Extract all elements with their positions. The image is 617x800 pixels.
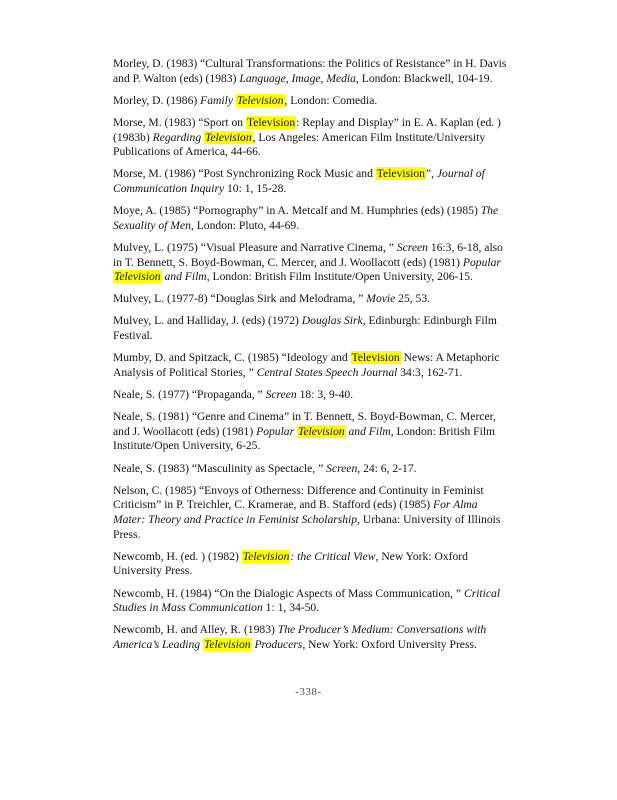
- text-segment: 25, 53.: [395, 292, 431, 306]
- text-segment: Popular: [256, 424, 298, 438]
- text-segment: Popular: [462, 255, 501, 269]
- text-segment: : Replay and Display” in E. A. Kaplan (ed. ): [296, 115, 501, 129]
- text-segment: and Film: [161, 270, 207, 284]
- text-segment: Newcomb, H. and Alley, R. (1983): [113, 623, 278, 637]
- text-segment: , New York: Oxford: [375, 549, 468, 563]
- text-segment: , Los Angeles: American Film Institute/University: [252, 130, 486, 144]
- text-segment: and Film: [345, 424, 391, 438]
- text-segment: Nelson, C. (1985) “Envoys of Otherness: Difference and Continuity in Feminist: [113, 483, 484, 497]
- highlighted-term: Television: [298, 424, 345, 438]
- text-segment: Central States Speech Journal: [256, 365, 398, 379]
- text-segment: , New York: Oxford University Press.: [302, 637, 477, 651]
- highlighted-term: Television: [247, 115, 296, 129]
- text-segment: Festival.: [113, 329, 153, 343]
- text-segment: Mulvey, L. (1975) “Visual Pleasure and Narrative Cinema, ”: [113, 240, 397, 254]
- highlighted-term: Television: [205, 130, 252, 144]
- text-segment: America’s Leading: [113, 637, 203, 651]
- text-segment: Screen: [326, 461, 358, 475]
- text-segment: , Urbana: University of Illinois: [357, 512, 501, 526]
- text-segment: in T. Bennett, S. Boyd-Bowman, C. Mercer, and J. Woollacott (eds) (1981): [113, 255, 463, 269]
- text-segment: Screen: [265, 388, 297, 402]
- reference-entry: [113, 388, 531, 403]
- text-segment: 16:3, 6-18, also: [427, 240, 503, 254]
- reference-list: [113, 57, 531, 660]
- text-segment: Moye, A. (1985) “Pornography” in A. Metcalf and M. Humphries (eds) (1985): [113, 204, 481, 218]
- text-segment: , London: Comedia.: [284, 93, 378, 107]
- text-segment: ”,: [425, 167, 437, 181]
- text-segment: , 24: 6, 2-17.: [357, 461, 417, 475]
- reference-entry: [113, 587, 531, 616]
- reference-entry: [113, 550, 531, 579]
- text-segment: Family: [200, 93, 236, 107]
- text-segment: Screen: [396, 240, 428, 254]
- text-segment: Communication Inquiry: [113, 181, 225, 195]
- text-segment: , Edinburgh: Edinburgh Film: [362, 314, 497, 328]
- reference-entry: [113, 204, 531, 233]
- text-segment: Douglas Sirk: [301, 314, 363, 328]
- text-segment: , London: British Film: [390, 424, 496, 438]
- reference-entry: [113, 116, 531, 160]
- text-segment: (1983b): [113, 130, 153, 144]
- highlighted-term: Television: [351, 351, 400, 365]
- reference-entry: [113, 623, 531, 652]
- text-segment: Journal of: [436, 167, 485, 181]
- text-segment: Mater: Theory and Practice in Feminist Scholarship: [113, 512, 358, 526]
- text-segment: Morley, D. (1983) “Cultural Transformations: the Politics of Resistance” in H. Davis: [113, 57, 507, 70]
- reference-entry: [113, 57, 531, 86]
- text-segment: , London: Pluto, 44-69.: [190, 218, 300, 232]
- text-segment: Language, Image, Media: [239, 71, 356, 85]
- text-segment: Newcomb, H. (ed. ) (1982): [113, 549, 242, 563]
- highlighted-term: Television: [203, 637, 251, 651]
- text-segment: The Producer’s Medium: Conversations with: [277, 623, 487, 637]
- text-segment: 34:3, 162-71.: [397, 365, 463, 379]
- text-segment: Mulvey, L. and Halliday, J. (eds) (1972): [113, 314, 302, 328]
- text-segment: , London: Blackwell, 104-19.: [355, 71, 493, 85]
- reference-entry: [113, 292, 531, 307]
- text-segment: Neale, S. (1983) “Masculinity as Spectacle, ”: [113, 461, 327, 475]
- text-segment: Criticism” in P. Treichler, C. Kramerae, and B. Stafford (eds) (1985): [113, 498, 434, 512]
- text-segment: The: [480, 204, 499, 218]
- reference-entry: [113, 314, 531, 343]
- text-segment: Critical: [463, 586, 501, 600]
- text-segment: Morley, D. (1986): [113, 93, 201, 107]
- text-segment: Publications of America, 44-66.: [113, 145, 261, 159]
- text-segment: Movie: [366, 292, 396, 306]
- text-segment: Morse, M. (1986) “Post Synchronizing Rock Music and: [113, 167, 376, 181]
- text-segment: Regarding: [152, 130, 205, 144]
- text-segment: Press.: [113, 527, 141, 541]
- reference-entry: [113, 241, 531, 285]
- text-segment: Studies in Mass Communication: [113, 601, 263, 615]
- text-segment: 18: 3, 9-40.: [296, 388, 354, 402]
- text-segment: Newcomb, H. (1984) “On the Dialogic Aspects of Mass Communication, ”: [113, 586, 464, 600]
- text-segment: and J. Woollacott (eds) (1981): [113, 424, 257, 438]
- text-segment: : the Critical View: [290, 549, 376, 563]
- text-segment: Neale, S. (1981) “Genre and Cinema” in T. Bennett, S. Boyd-Bowman, C. Mercer,: [113, 410, 496, 424]
- text-segment: , London: British Film Institute/Open University, 206-15.: [206, 270, 473, 284]
- text-segment: Mulvey, L. (1977-8) “Douglas Sirk and Melodrama, ”: [113, 292, 367, 306]
- text-segment: Analysis of Political Stories, ”: [113, 365, 257, 379]
- highlighted-term: Television: [114, 270, 161, 284]
- text-segment: News: A Metaphoric: [400, 351, 500, 365]
- highlighted-term: Television: [242, 549, 290, 563]
- text-segment: 1: 1, 34-50.: [262, 601, 320, 615]
- reference-entry: [113, 410, 531, 454]
- text-segment: and P. Walton (eds) (1983): [113, 71, 240, 85]
- reference-entry: [113, 462, 531, 477]
- reference-entry: [113, 351, 531, 380]
- text-segment: 10: 1, 15-28.: [224, 181, 287, 195]
- text-segment: Morse, M. (1983) “Sport on: [113, 115, 246, 129]
- page-number: -338-: [295, 686, 322, 698]
- highlighted-term: Television: [376, 167, 425, 181]
- text-segment: For Alma: [433, 498, 478, 512]
- text-segment: Sexuality of Men: [113, 218, 191, 232]
- text-segment: Mumby, D. and Spitzack, C. (1985) “Ideology and: [113, 351, 351, 365]
- reference-entry: [113, 94, 531, 109]
- text-segment: Producers: [251, 637, 303, 651]
- text-segment: Neale, S. (1977) “Propaganda, ”: [113, 388, 266, 402]
- text-segment: Institute/Open University, 6-25.: [113, 439, 261, 453]
- reference-entry: [113, 167, 531, 196]
- text-segment: University Press.: [113, 564, 193, 578]
- reference-entry: [113, 484, 531, 542]
- highlighted-term: Television: [236, 93, 284, 107]
